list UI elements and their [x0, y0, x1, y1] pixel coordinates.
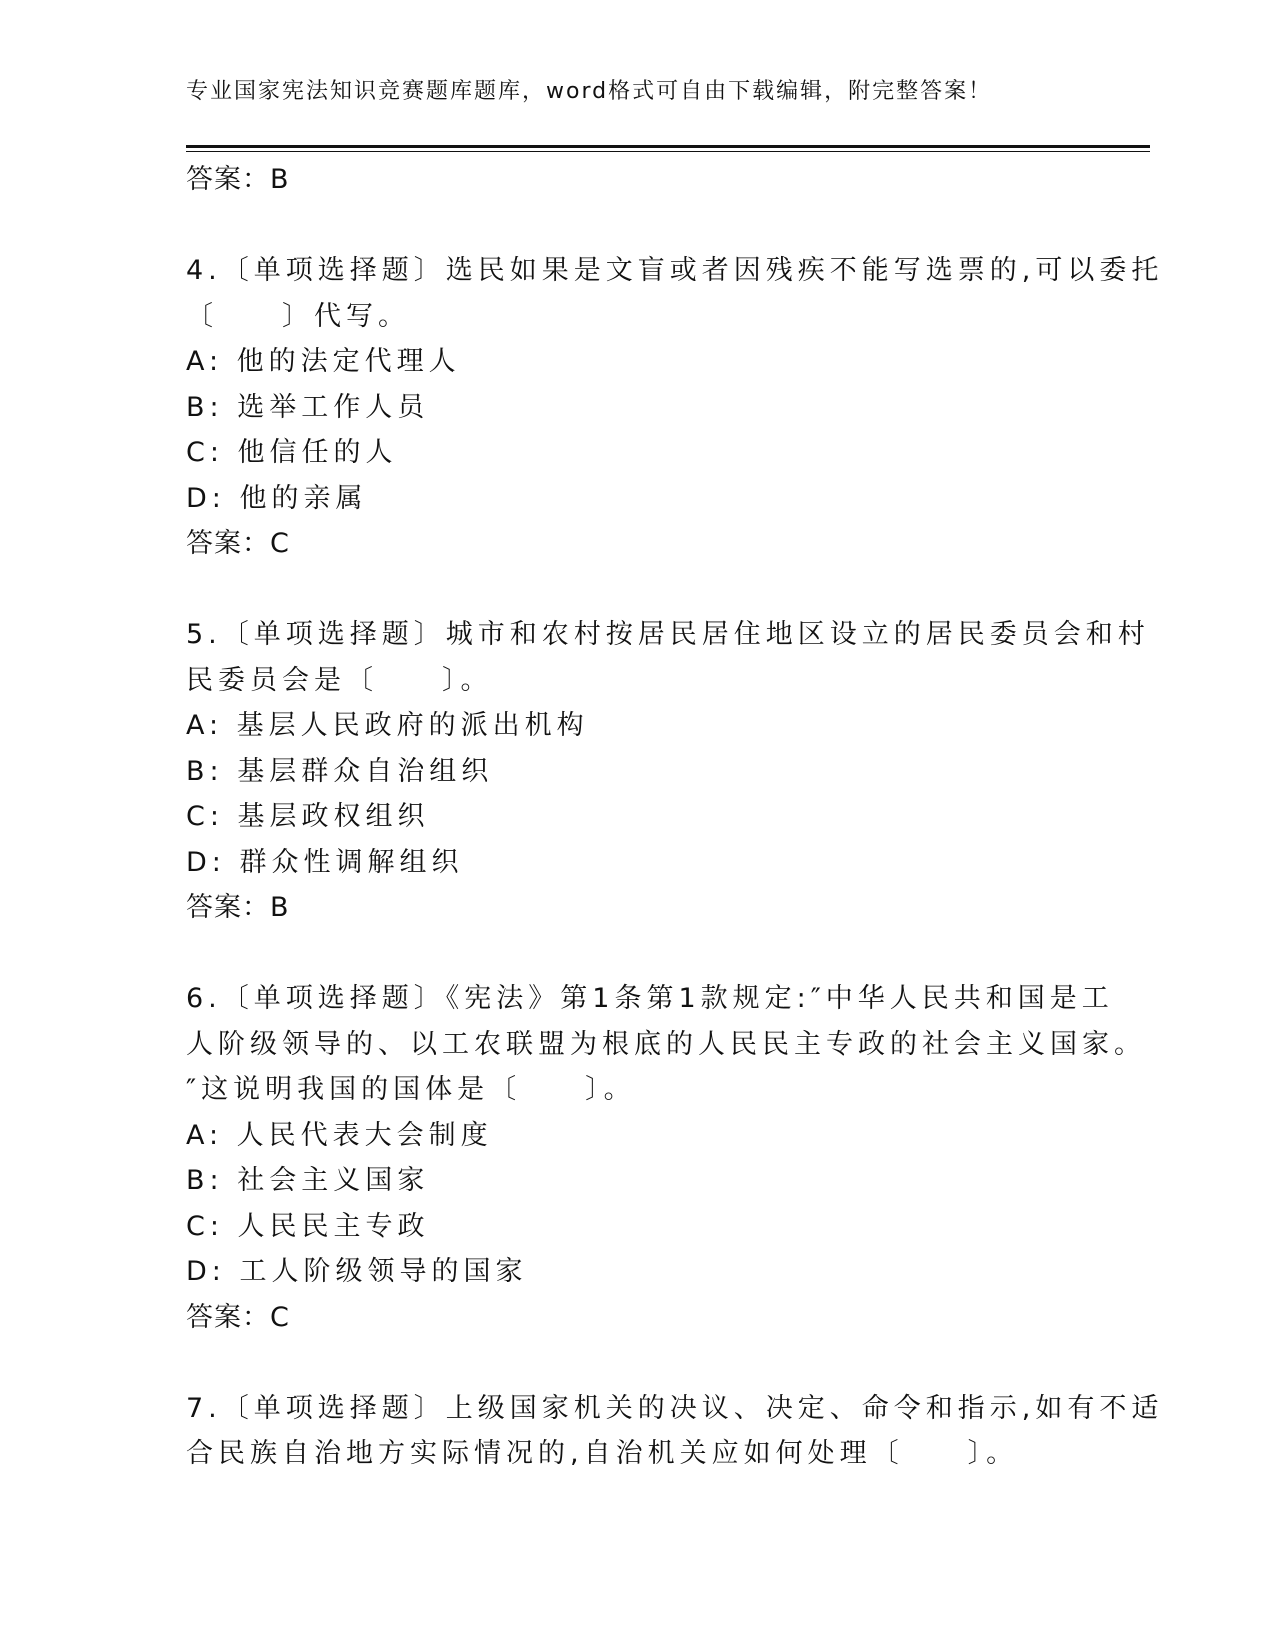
question-4-option-a: A: 他的法定代理人	[186, 346, 461, 377]
question-4-answer: 答案：C	[186, 528, 290, 559]
question-4-line-1: 4.〔单项选择题〕选民如果是文盲或者因残疾不能写选票的,可以委托	[186, 255, 1164, 286]
question-5-answer: 答案：B	[186, 892, 290, 923]
question-4	[186, 248, 1164, 567]
question-6-line-2: 人阶级领导的、以工农联盟为根底的人民民主专政的社会主义国家。	[186, 1028, 1146, 1060]
question-6-option-d: D: 工人阶级领导的国家	[186, 1256, 528, 1287]
question-5-line-1: 5.〔单项选择题〕城市和农村按居民居住地区设立的居民委员会和村	[186, 619, 1150, 650]
question-4-line-2: 〔 〕代写。	[186, 300, 410, 332]
question-4-option-d: D: 他的亲属	[186, 482, 368, 514]
question-5-option-c: C: 基层政权组织	[186, 801, 430, 832]
question-6-option-a: A: 人民代表大会制度	[186, 1119, 493, 1151]
question-6-answer: 答案：C	[186, 1301, 290, 1333]
header-rule-thick	[186, 145, 1150, 148]
header-rule-thin	[186, 151, 1150, 152]
question-6-option-c: C: 人民民主专政	[186, 1210, 430, 1242]
question-4-option-b: B: 选举工作人员	[186, 391, 430, 423]
question-5-option-d: D: 群众性调解组织	[186, 846, 464, 878]
question-7	[186, 1386, 1164, 1477]
question-7-line-2: 合民族自治地方实际情况的,自治机关应如何处理〔 〕。	[186, 1438, 1019, 1469]
question-7-line-1: 7.〔单项选择题〕上级国家机关的决议、决定、命令和指示,如有不适	[186, 1392, 1164, 1424]
question-6-line-1: 6.〔单项选择题〕《宪法》第1条第1款规定:″中华人民共和国是工	[186, 983, 1114, 1014]
question-5-line-2: 民委员会是〔 〕。	[186, 664, 493, 696]
question-5-option-a: A: 基层人民政府的派出机构	[186, 710, 589, 741]
prev-answer: 答案：B	[186, 164, 290, 195]
question-4-option-c: C: 他信任的人	[186, 437, 398, 468]
question-5	[186, 612, 1150, 931]
question-6-option-b: B: 社会主义国家	[186, 1165, 430, 1196]
question-6	[186, 976, 1150, 1340]
page-header: 专业国家宪法知识竞赛题库题库，word格式可自由下载编辑，附完整答案！	[186, 79, 993, 104]
document-body	[186, 157, 1164, 1477]
question-5-option-b: B: 基层群众自治组织	[186, 755, 494, 787]
question-6-line-3: ″这说明我国的国体是〔 〕。	[186, 1074, 636, 1105]
